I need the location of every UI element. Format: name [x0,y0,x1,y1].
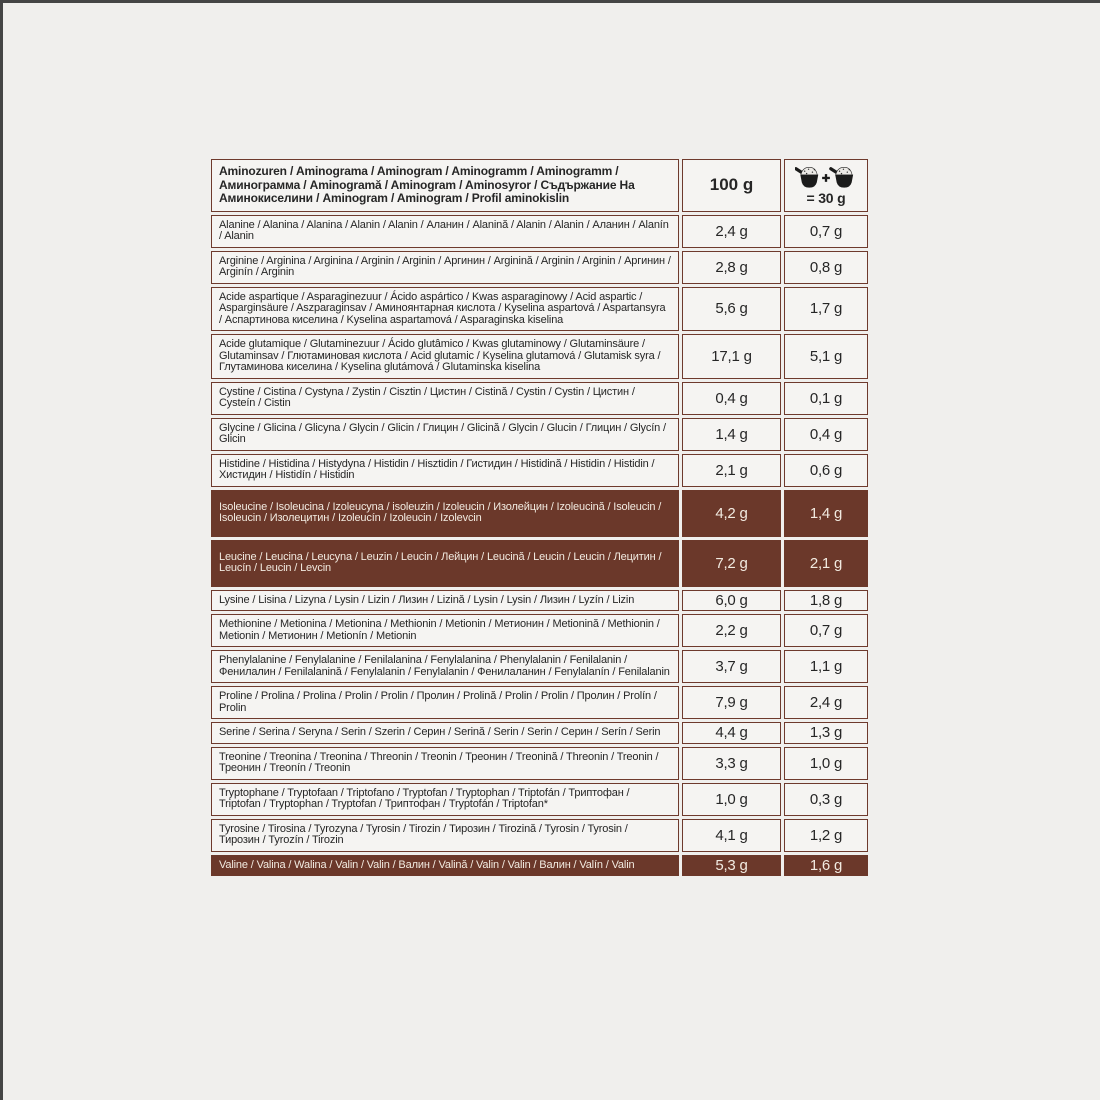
value-per-30g: 1,8 g [784,590,868,612]
value-per-100g: 3,7 g [682,650,781,683]
amino-acid-name: Acide glutamique / Glutaminezuur / Ácido glutâmico / Kwas glutaminowy / Glutaminsäure / Glutaminsav / Глютаминовая кислота / Acid glutamic / Kyselina glutamová / Glutamisk syra / Глутаминова киселина / Kyselina glutámová / Glutaminska kiselina [211,334,679,379]
value-per-30g: 1,1 g [784,650,868,683]
table-row [211,855,868,877]
table-row [211,590,868,612]
value-per-30g: 0,4 g [784,418,868,451]
value-per-100g: 2,8 g [682,251,781,284]
amino-acid-name: Serine / Serina / Seryna / Serin / Szerin / Серин / Serină / Serin / Serin / Серин / Serín / Serin [211,722,679,744]
plus-icon [822,174,830,182]
table-row [211,650,868,683]
table-row [211,454,868,487]
scoop-left-icon [796,168,818,188]
table-row [211,819,868,852]
value-per-100g: 4,4 g [682,722,781,744]
value-per-30g: 0,1 g [784,382,868,415]
table-row [211,722,868,744]
value-per-30g: 1,6 g [784,855,868,877]
table-row [211,747,868,780]
scoop-right-icon [831,168,853,188]
value-per-30g: 1,0 g [784,747,868,780]
value-per-30g: 0,7 g [784,614,868,647]
amino-acid-name: Phenylalanine / Fenylalanine / Fenilalanina / Fenylalanina / Phenylalanin / Fenilalanin / Фенилалин / Fenilalanină / Fenylalanin / Fenylalanin / Фенилаланин / Fenylalanín / Fenilalanin [211,650,679,683]
amino-acid-name: Lysine / Lisina / Lizyna / Lysin / Lizin / Лизин / Lizină / Lysin / Lysin / Лизин / Lyzín / Lizin [211,590,679,612]
amino-acid-name: Histidine / Histidina / Histydyna / Histidin / Hisztidin / Гистидин / Histidină / Histidin / Histidin / Хистидин / Histidín / Histidin [211,454,679,487]
value-per-30g: 2,4 g [784,686,868,719]
value-per-100g: 2,4 g [682,215,781,248]
value-per-100g: 7,2 g [682,540,781,587]
amino-acid-name: Glycine / Glicina / Glicyna / Glycin / Glicin / Глицин / Glicină / Glycin / Glucin / Глицин / Glycín / Glicin [211,418,679,451]
table-row [211,215,868,248]
value-per-100g: 17,1 g [682,334,781,379]
value-per-30g: 1,2 g [784,819,868,852]
table-row [211,334,868,379]
table-row [211,251,868,284]
aminogram-table [208,156,871,879]
amino-acid-name: Treonine / Treonina / Treonina / Threonin / Treonin / Треонин / Treonină / Threonin / Treonin / Треонин / Treonín / Treonin [211,747,679,780]
value-per-30g: 1,3 g [784,722,868,744]
value-per-30g: 2,1 g [784,540,868,587]
table-row [211,287,868,332]
value-per-30g: 0,8 g [784,251,868,284]
value-per-100g: 6,0 g [682,590,781,612]
value-per-100g: 5,3 g [682,855,781,877]
value-per-100g: 1,0 g [682,783,781,816]
amino-acid-name: Isoleucine / Isoleucina / Izoleucyna / isoleuzin / Izoleucin / Изолейцин / Izoleucină / Isoleucin / Isoleucin / Изолецитин / Izoleucín / Izoleucin / Izolevcin [211,490,679,537]
table-row [211,490,868,537]
header-row [211,159,868,212]
table-row [211,783,868,816]
value-per-30g: 0,6 g [784,454,868,487]
amino-acid-name: Leucine / Leucina / Leucyna / Leuzin / Leucin / Лейцин / Leucină / Leucin / Leucin / Лецитин / Leucín / Leucin / Levcin [211,540,679,587]
value-per-30g: 1,4 g [784,490,868,537]
table-row [211,686,868,719]
scoop-icon-svg [795,164,857,190]
value-per-100g: 2,1 g [682,454,781,487]
amino-acid-name: Cystine / Cistina / Cystyna / Zystin / Cisztin / Цистин / Cistină / Cystin / Cystin / Цистин / Cysteín / Cistin [211,382,679,415]
value-per-100g: 0,4 g [682,382,781,415]
header-per-100g: 100 g [682,159,781,212]
header-serving [784,159,868,212]
value-per-30g: 0,3 g [784,783,868,816]
value-per-100g: 4,2 g [682,490,781,537]
two-measuring-scoops-icon [787,164,865,190]
amino-acid-name: Tyrosine / Tirosina / Tyrozyna / Tyrosin / Tirozin / Тирозин / Tirozină / Tyrosin / Tyrosin / Тирозин / Tyrozín / Tirozin [211,819,679,852]
value-per-30g: 1,7 g [784,287,868,332]
value-per-100g: 1,4 g [682,418,781,451]
amino-acid-name: Arginine / Arginina / Arginina / Arginin / Arginin / Аргинин / Arginină / Arginin / Arginin / Аргинин / Arginín / Arginin [211,251,679,284]
value-per-100g: 3,3 g [682,747,781,780]
amino-acid-name: Tryptophane / Tryptofaan / Triptofano / Tryptofan / Tryptophan / Triptofán / Триптофан / Triptofan / Tryptophan / Tryptofan / Триптофан / Tryptofán / Triptofan* [211,783,679,816]
amino-acid-name: Acide aspartique / Asparaginezuur / Ácido aspártico / Kwas asparaginowy / Acid aspartic / Asparginsäure / Aszparaginsav / Аминоянтарная кислота / Kyselina aspartová / Aspartansyra / Аспартинова киселина / Kyselina aspartamová / Asparaginska kiselina [211,287,679,332]
table-header [211,159,868,212]
value-per-30g: 0,7 g [784,215,868,248]
table-row [211,540,868,587]
value-per-30g: 5,1 g [784,334,868,379]
value-per-100g: 4,1 g [682,819,781,852]
table-row [211,614,868,647]
value-per-100g: 7,9 g [682,686,781,719]
serving-size-label: = 30 g [806,190,846,207]
amino-acid-name: Methionine / Metionina / Metionina / Methionin / Metionin / Метионин / Metionină / Methionin / Metionin / Метионин / Metionín / Metionin [211,614,679,647]
header-title: Aminozuren / Aminograma / Aminogram / Aminogramm / Aminogramm / Аминограмма / Aminogramă / Aminogram / Aminosyror / Съдържание На Аминокиселини / Aminogram / Aminogram / Profil aminokislin [211,159,679,212]
value-per-100g: 5,6 g [682,287,781,332]
value-per-100g: 2,2 g [682,614,781,647]
table-row [211,382,868,415]
table-row [211,418,868,451]
amino-acid-name: Valine / Valina / Walina / Valin / Valin / Валин / Valină / Valin / Valin / Валин / Valín / Valin [211,855,679,877]
amino-acid-name: Alanine / Alanina / Alanina / Alanin / Alanin / Аланин / Alanină / Alanin / Alanin / Аланин / Alanín / Alanin [211,215,679,248]
amino-acid-name: Proline / Prolina / Prolina / Prolin / Prolin / Пролин / Prolină / Prolin / Prolin / Пролин / Prolín / Prolin [211,686,679,719]
amino-table-body [211,215,868,877]
